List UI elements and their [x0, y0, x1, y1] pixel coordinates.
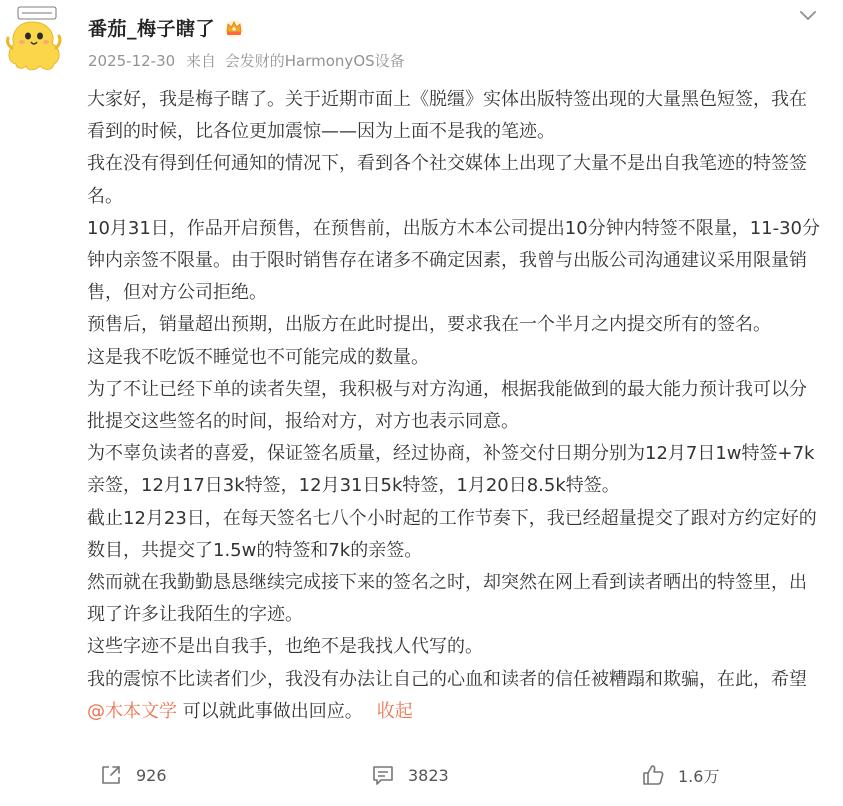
thumbs-up-icon: [640, 762, 666, 788]
mention-link[interactable]: @木本文学: [87, 700, 177, 722]
repost-button[interactable]: [98, 762, 167, 788]
chevron-down-icon[interactable]: [795, 6, 821, 26]
avatar[interactable]: [4, 4, 66, 76]
paragraph: 预售后，销量超出预期，出版方在此时提出，要求我在一个半月之内提交所有的签名。: [87, 314, 771, 336]
paragraph-last-text: 我的震惊不比读者们少，我没有办法让自己的心血和读者的信任被糟蹋和欺骗，在此，希望: [87, 668, 807, 690]
vip-crown-icon[interactable]: [223, 17, 245, 39]
comment-button[interactable]: [370, 762, 449, 788]
paragraph: 大家好，我是梅子瞎了。关于近期市面上《脱缰》实体出版特签出现的大量黑色短签，我在看到的时候，比各位更加震惊——因为上面不是我的笔迹。: [87, 89, 807, 143]
source-prefix: 来自: [185, 52, 216, 70]
like-count: 1.6万: [678, 766, 720, 786]
source-device: 会发财的HarmonyOS设备: [224, 52, 405, 70]
author-name[interactable]: 番茄_梅子瞎了: [88, 18, 216, 40]
paragraph: 然而就在我勤勤恳恳继续完成接下来的签名之时，却突然在网上看到读者晒出的特签里，出现了许多让我陌生的字迹。: [87, 572, 807, 626]
repost-count: 926: [136, 765, 167, 785]
paragraph: 这是我不吃饭不睡觉也不可能完成的数量。: [87, 346, 429, 368]
author-row: [88, 14, 245, 41]
comment-count: 3823: [408, 765, 449, 785]
post-content: [87, 84, 822, 728]
post-meta: [88, 50, 405, 71]
post-date[interactable]: 2025-12-30: [88, 52, 176, 70]
paragraph: 我在没有得到任何通知的情况下，看到各个社交媒体上出现了大量不是出自我笔迹的特签签名。: [87, 153, 807, 207]
paragraph: 截止12月23日，在每天签名七八个小时起的工作节奏下，我已经超量提交了跟对方约定好的数目，共提交了1.5w的特签和7k的亲签。: [87, 507, 817, 561]
share-icon: [98, 762, 124, 788]
paragraph: 为了不让已经下单的读者失望，我积极与对方沟通，根据我能做到的最大能力预计我可以分批提交这些签名的时间，报给对方，对方也表示同意。: [87, 378, 807, 433]
collapse-link[interactable]: 收起: [376, 700, 413, 722]
paragraph: 10月31日，作品开启预售，在预售前，出版方木本公司提出10分钟内特签不限量，11-30分钟内亲签不限量。由于限时销售存在诸多不确定因素，我曾与出版公司沟通建议采用限量销售，但对方公司拒绝。: [87, 217, 821, 304]
action-bar: [0, 762, 843, 802]
paragraph-last: [87, 664, 822, 728]
like-button[interactable]: [640, 762, 719, 788]
paragraph-last-tail: 可以就此事做出回应。: [177, 700, 363, 722]
paragraph: 这些字迹不是出自我手，也绝不是我找人代写的。: [87, 636, 483, 658]
paragraph: 为不辜负读者的喜爱，保证签名质量，经过协商，补签交付日期分别为12月7日1w特签+7k亲签，12月17日3k特签，12月31日5k特签，1月20日8.5k特签。: [87, 443, 815, 497]
comment-icon: [370, 762, 396, 788]
